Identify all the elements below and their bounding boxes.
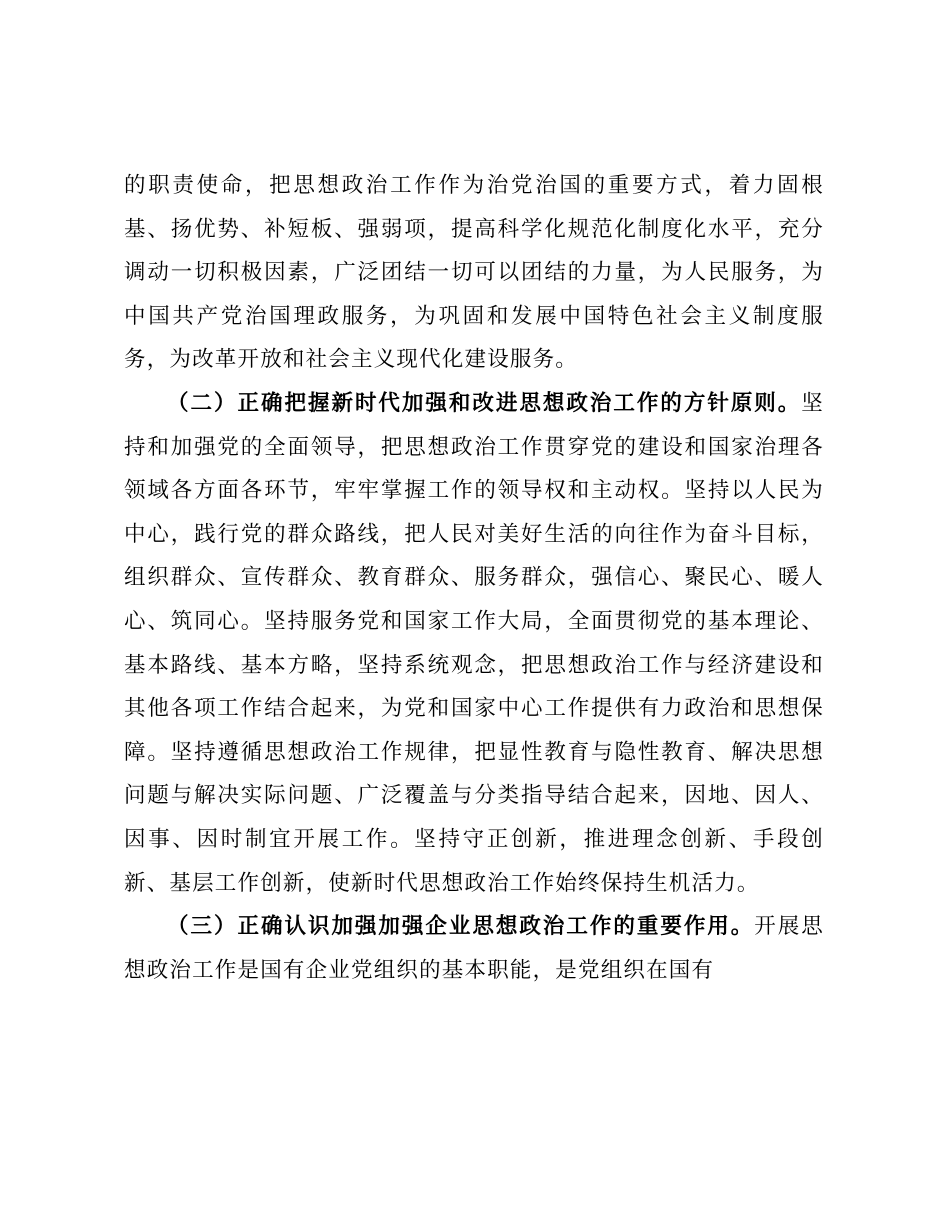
paragraph-text: 的职责使命，把思想政治工作作为治党治国的重要方式，着力固根基、扬优势、补短板、强弱项，提高科学化规范化制度化水平，充分调动一切积极因素，广泛团结一切可以团结的力量，为人民服务，为中国共产党治国理政服务，为巩固和发展中国特色社会主义制度服务，为改革开放和社会主义现代化建设服务。: [124, 173, 824, 373]
section-heading-2: （二）正确把握新时代加强和改进思想政治工作的方针原则。: [167, 390, 802, 416]
paragraph-text: 开展思想政治工作是国有企业党组织的基本职能，是党组织在国有: [124, 914, 824, 983]
section-heading-3: （三）正确认识加强加强企业思想政治工作的重要作用。: [167, 914, 755, 940]
paragraph-text: 坚持和加强党的全面领导，把思想政治工作贯穿党的建设和国家治理各领域各方面各环节，牢牢掌握工作的领导权和主动权。坚持以人民为中心，践行党的群众路线，把人民对美好生活的向往作为奋斗目标，组织群众、宣传群众、教育群众、服务群众，强信心、聚民心、暖人心、筑同心。坚持服务党和国家工作大局，全面贯彻党的基本理论、基本路线、基本方略，坚持系统观念，把思想政治工作与经济建设和其他各项工作结合起来，为党和国家中心工作提供有力政治和思想保障。坚持遵循思想政治工作规律，把显性教育与隐性教育、解决思想问题与解决实际问题、广泛覆盖与分类指导结合起来，因地、因人、因事、因时制宜开展工作。坚持守正创新，推进理念创新、手段创新、基层工作创新，使新时代思想政治工作始终保持生机活力。: [124, 390, 824, 896]
paragraph-principles: [124, 382, 824, 905]
paragraph-role: [124, 905, 824, 992]
paragraph-continuation: [124, 164, 824, 382]
document-body: [124, 164, 824, 992]
